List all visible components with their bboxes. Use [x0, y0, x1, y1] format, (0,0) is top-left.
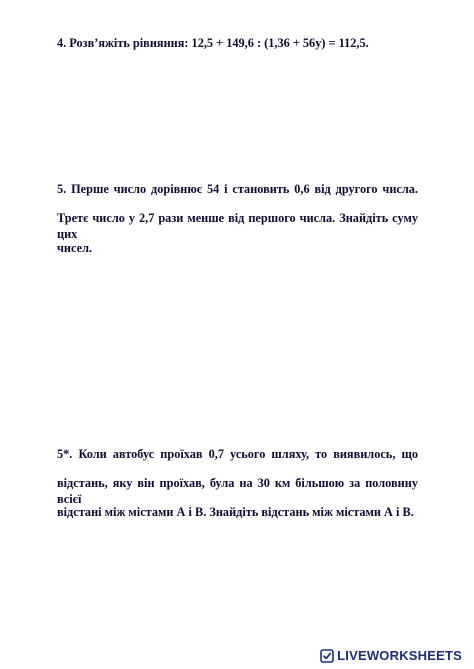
- liveworksheets-footer: [320, 648, 462, 663]
- liveworksheets-logo-icon: [320, 649, 334, 663]
- problem-4-line-1: 4. Розв’яжіть рівняння: 12,5 + 149,6 : (1,36 + 56у) = 112,5.: [57, 36, 369, 50]
- problem-5star-line-3: відстані між містами А і В. Знайдіть відстань між містами А і В.: [57, 505, 414, 519]
- problem-5-line-3: чисел.: [57, 241, 93, 255]
- problem-5star-line-2: відстань, яку він проїхав, була на 30 км більшою за половину всієї: [57, 476, 418, 506]
- problem-5-line-2: Третє число у 2,7 рази менше від першого числа. Знайдіть суму цих: [57, 211, 418, 241]
- problem-5star-line-1: 5*. Коли автобус проїхав 0,7 усього шляху, то виявилось, що: [57, 447, 418, 461]
- liveworksheets-brand-text: LIVEWORKSHEETS: [337, 648, 462, 663]
- problem-5-line-1: 5. Перше число дорівнює 54 і становить 0,6 від другого числа.: [57, 182, 418, 196]
